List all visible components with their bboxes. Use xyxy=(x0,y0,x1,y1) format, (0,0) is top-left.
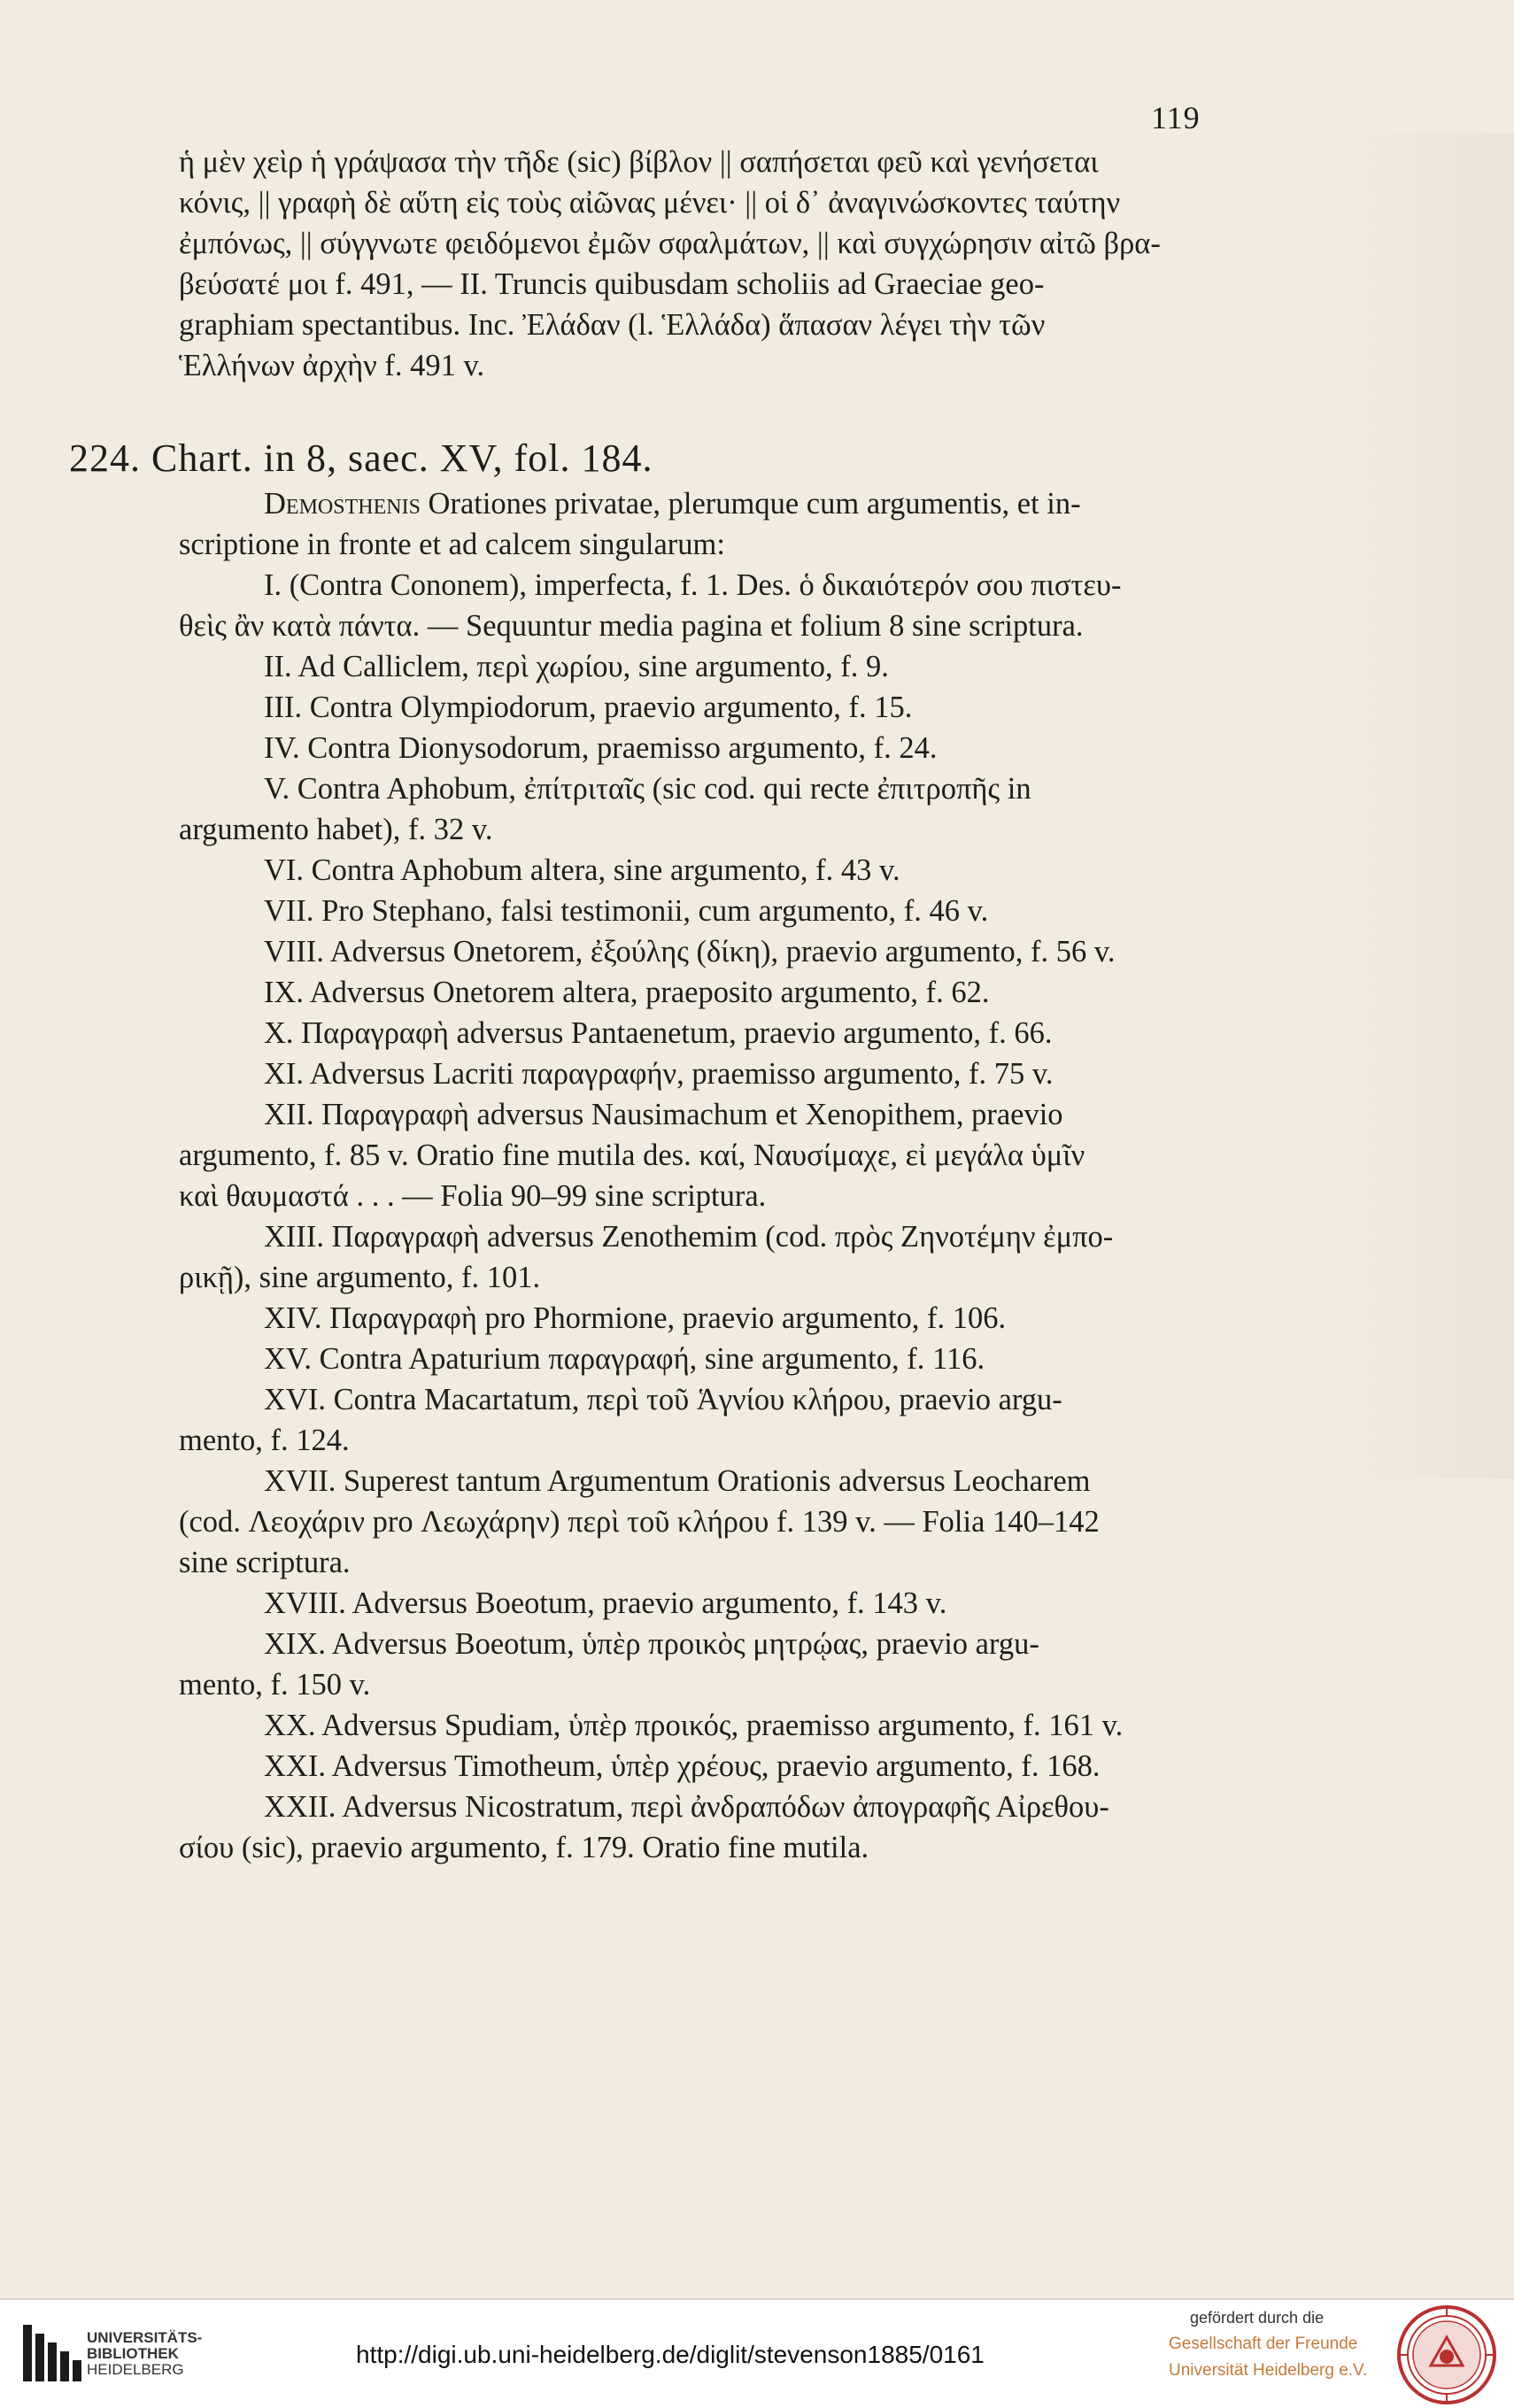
entry-line: XVIII. Adversus Boeotum, praevio argumento, f. 143 v. xyxy=(264,1586,947,1620)
entry-line: Demosthenis Orationes privatae, plerumque cum argumentis, et in- xyxy=(264,487,1081,521)
funder-name-line1: Gesellschaft der Freunde xyxy=(1169,2335,1358,2353)
page-number: 119 xyxy=(1151,100,1201,135)
entry-line: mento, f. 150 v. xyxy=(179,1668,371,1702)
entry-line: argumento habet), f. 32 v. xyxy=(179,813,493,846)
entry-line: VIII. Adversus Onetorem, ἐξούλης (δίκη), praevio argumento, f. 56 v. xyxy=(264,935,1116,969)
intro-line: Ἑλλήνων ἀρχὴν f. 491 v. xyxy=(179,349,485,382)
entry-line: IX. Adversus Onetorem altera, praeposito argumento, f. 62. xyxy=(264,976,990,1009)
funder-block xyxy=(1169,2309,1367,2381)
orations-list xyxy=(179,483,1240,1868)
entry-line: XI. Adversus Lacriti παραγραφήν, praemisso argumento, f. 75 v. xyxy=(264,1057,1054,1091)
entry-line: θεὶς ἂν κατὰ πάντα. — Sequuntur media pagina et folium 8 sine scriptura. xyxy=(179,609,1084,643)
entry-line: XXII. Adversus Nicostratum, περὶ ἀνδραπόδων ἀπογραφῆς Αἰρεθου- xyxy=(264,1790,1109,1824)
manuscript-heading: 224. Chart. in 8, saec. XV, fol. 184. xyxy=(69,436,653,480)
funder-name-line2: Universität Heidelberg e.V. xyxy=(1169,2361,1368,2380)
entry-line: V. Contra Aphobum, ἐπίτριταῖς (sic cod. qui recte ἐπιτροπῆς in xyxy=(264,772,1031,806)
facing-page-bleed-through xyxy=(1346,133,1514,1478)
entry-line: ρικῇ), sine argumento, f. 101. xyxy=(179,1261,541,1294)
entry-line: scriptione in fronte et ad calcem singularum: xyxy=(179,528,725,561)
permalink-url[interactable]: http://digi.ub.uni-heidelberg.de/diglit/stevenson1885/0161 xyxy=(356,2341,985,2368)
entry-line: VII. Pro Stephano, falsi testimonii, cum argumento, f. 46 v. xyxy=(264,894,989,928)
library-name-line1: UNIVERSITÄTS- xyxy=(87,2329,203,2346)
entry-line: XVII. Superest tantum Argumentum Orationis adversus Leocharem xyxy=(264,1464,1091,1498)
funded-by-label: gefördert durch die xyxy=(1190,2309,1325,2327)
entry-line: VI. Contra Aphobum altera, sine argumento, f. 43 v. xyxy=(264,853,900,887)
author-name: Demosthenis xyxy=(264,487,421,521)
entry-line: XV. Contra Apaturium παραγραφή, sine argumento, f. 116. xyxy=(264,1342,985,1376)
intro-line: ἐμπόνως, || σύγγνωτε φειδόμενοι ἐμῶν σφαλμάτων, || καὶ συγχώρησιν αἰτῶ βρα- xyxy=(179,227,1161,260)
entry-line: III. Contra Olympiodorum, praevio argumento, f. 15. xyxy=(264,691,913,724)
entry-line: XIV. Παραγραφὴ pro Phormione, praevio argumento, f. 106. xyxy=(264,1301,1007,1335)
entry-line: I. (Contra Cononem), imperfecta, f. 1. Des. ὁ δικαιότερόν σου πιστευ- xyxy=(264,568,1122,602)
entry-line: σίου (sic), praevio argumento, f. 179. Oratio fine mutila. xyxy=(179,1831,869,1864)
entry-line: καὶ θαυμαστά . . . — Folia 90–99 sine scriptura. xyxy=(179,1179,767,1213)
library-name xyxy=(87,2330,202,2378)
entry-line: XII. Παραγραφὴ adversus Nausimachum et Xenopithem, praevio xyxy=(264,1098,1063,1131)
entry-line: IV. Contra Dionysodorum, praemisso argumento, f. 24. xyxy=(264,731,938,765)
entry-line: XX. Adversus Spudiam, ὑπὲρ προικός, praemisso argumento, f. 161 v. xyxy=(264,1709,1124,1742)
entry-line: XXI. Adversus Timotheum, ὑπὲρ χρέους, praevio argumento, f. 168. xyxy=(264,1749,1101,1783)
university-seal-icon xyxy=(1395,2304,1498,2406)
footer-bar xyxy=(0,2298,1514,2408)
entry-line: XIX. Adversus Boeotum, ὑπὲρ προικὸς μητρῴας, praevio argu- xyxy=(264,1627,1039,1661)
intro-text xyxy=(179,142,1240,386)
intro-line: βεύσατέ μοι f. 491, — II. Truncis quibusdam scholiis ad Graeciae geo- xyxy=(179,267,1045,301)
intro-line: graphiam spectantibus. Inc. Ἐλάδαν (l. Ἑλλάδα) ἅπασαν λέγει τὴν τῶν xyxy=(179,308,1046,342)
entry-line: XVI. Contra Macartatum, περὶ τοῦ Ἁγνίου κλήρου, praevio argu- xyxy=(264,1383,1062,1416)
intro-line: κόνις, || γραφὴ δὲ αὕτη εἰς τοὺς αἰῶνας μένει· || οἱ δ᾽ ἀναγινώσκοντες ταύτην xyxy=(179,186,1121,220)
entry-line: mento, f. 124. xyxy=(179,1424,350,1457)
library-name-line2: BIBLIOTHEK xyxy=(87,2345,179,2362)
entry-line: sine scriptura. xyxy=(179,1546,351,1579)
entry-line: argumento, f. 85 v. Oratio fine mutila des. καί, Ναυσίμαχε, εἰ μεγάλα ὑμῖν xyxy=(179,1138,1085,1172)
library-name-line3: HEIDELBERG xyxy=(87,2361,184,2378)
intro-line: ἡ μὲν χεὶρ ἡ γράψασα τὴν τῆδε (sic) βίβλον || σαπήσεται φεῦ καὶ γενήσεται xyxy=(179,145,1099,179)
entry-line: II. Ad Calliclem, περὶ χωρίου, sine argumento, f. 9. xyxy=(264,650,889,683)
entry-line: X. Παραγραφὴ adversus Pantaenetum, praevio argumento, f. 66. xyxy=(264,1016,1053,1050)
entry-line: (cod. Λεοχάριν pro Λεωχάρην) περὶ τοῦ κλήρου f. 139 v. — Folia 140–142 xyxy=(179,1505,1100,1539)
entry-line: XIII. Παραγραφὴ adversus Zenothemim (cod. πρὸς Ζηνοτέμην ἐμπο- xyxy=(264,1220,1114,1254)
